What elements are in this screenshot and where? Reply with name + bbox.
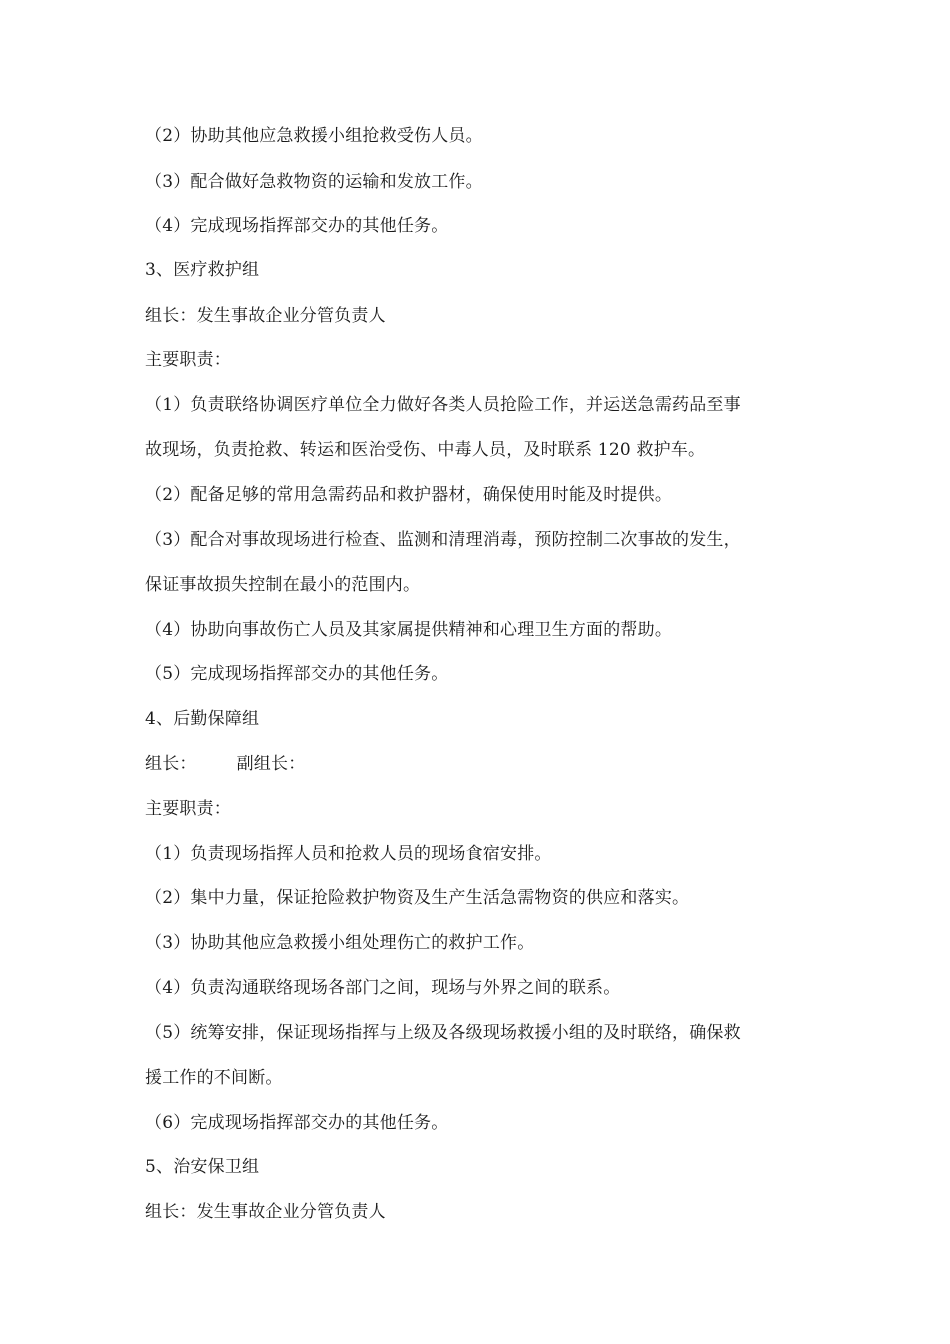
text-line: （2）协助其他应急救援小组抢救受伤人员。 [145, 126, 483, 146]
text-line: （1）负责现场指挥人员和抢救人员的现场食宿安排。 [145, 844, 552, 864]
section-heading: 4、后勤保障组 [145, 709, 260, 729]
text-line: 主要职责： [145, 799, 231, 819]
text-line: 保证事故损失控制在最小的范围内。 [145, 575, 421, 595]
text-line: 主要职责： [145, 350, 231, 370]
text-line: （2）配备足够的常用急需药品和救护器材，确保使用时能及时提供。 [145, 485, 673, 505]
text-line: （3）配合做好急救物资的运输和发放工作。 [145, 172, 483, 192]
text-line: （5）统筹安排，保证现场指挥与上级及各级现场救援小组的及时联络，确保救 [145, 1023, 741, 1043]
text-line [145, 752, 825, 776]
text-line: 援工作的不间断。 [145, 1068, 283, 1088]
text-line: （4）协助向事故伤亡人员及其家属提供精神和心理卫生方面的帮助。 [145, 620, 673, 640]
text-line: （3）协助其他应急救援小组处理伤亡的救护工作。 [145, 933, 535, 953]
text-line: （6）完成现场指挥部交办的其他任务。 [145, 1113, 449, 1133]
leader-label: 组长： [145, 754, 197, 774]
text-line: 组长：发生事故企业分管负责人 [145, 1202, 386, 1222]
deputy-leader-label: 副组长： [236, 754, 306, 774]
text-line: （1）负责联络协调医疗单位全力做好各类人员抢险工作，并运送急需药品至事 [145, 395, 741, 415]
text-line: （3）配合对事故现场进行检查、监测和清理消毒，预防控制二次事故的发生， [145, 530, 741, 550]
text-line: （4）完成现场指挥部交办的其他任务。 [145, 216, 449, 236]
text-line: （2）集中力量，保证抢险救护物资及生产生活急需物资的供应和落实。 [145, 888, 690, 908]
text-line: （5）完成现场指挥部交办的其他任务。 [145, 664, 449, 684]
text-line: 组长：发生事故企业分管负责人 [145, 306, 386, 326]
section-heading: 3、医疗救护组 [145, 260, 260, 280]
section-heading: 5、治安保卫组 [145, 1157, 260, 1177]
text-line: （4）负责沟通联络现场各部门之间，现场与外界之间的联系。 [145, 978, 621, 998]
text-line: 故现场，负责抢救、转运和医治受伤、中毒人员，及时联系 120 救护车。 [145, 440, 706, 460]
